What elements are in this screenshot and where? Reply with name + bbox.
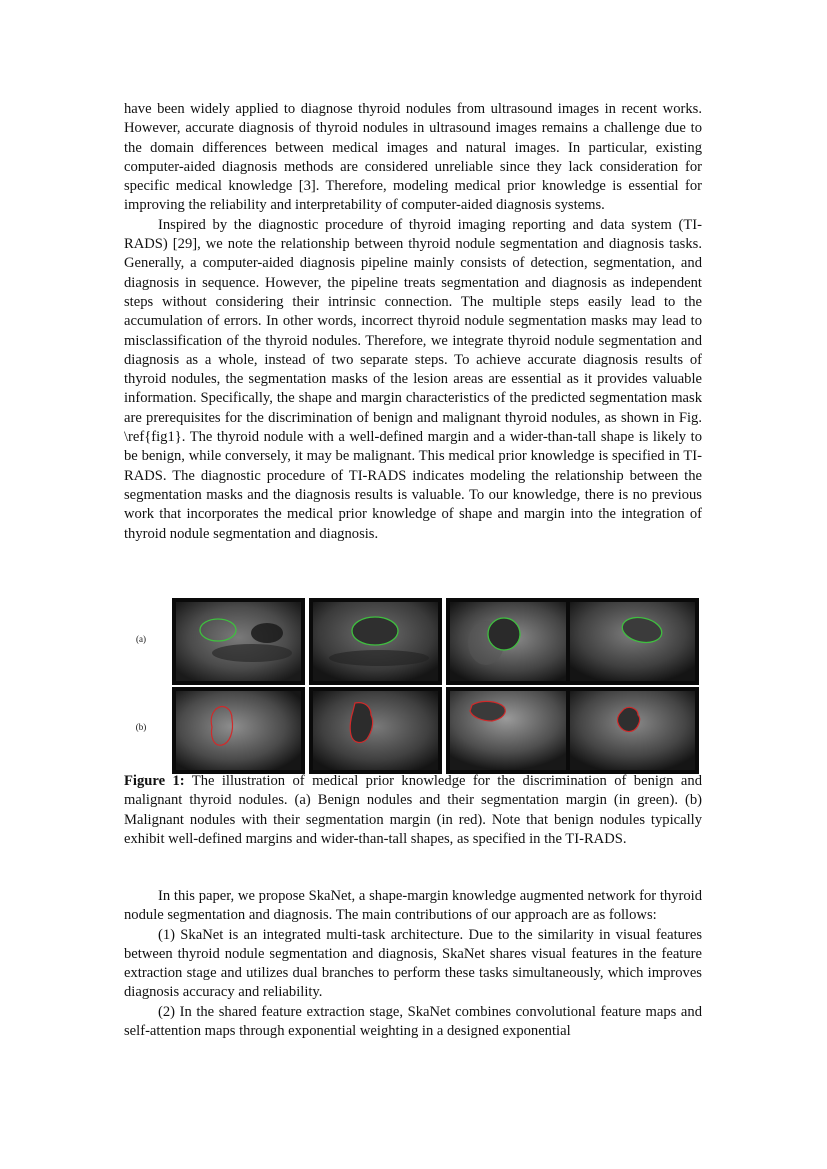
intro-continued bbox=[124, 100, 702, 544]
caption-text: The illustration of medical prior knowledge for the discrimination of benign and malignant thyroid nodules. (a) Benign nodules and their segmentation margin (in green). (b) Malignant nodules with their segmentation margin (in red). Note that benign nodules typically exhibit well-defined margins and wider-than-tall shapes, as specified in the TI-RADS. bbox=[124, 773, 702, 847]
benign-ultrasound-1 bbox=[172, 598, 305, 685]
caption-label: Figure 1: bbox=[124, 773, 185, 789]
paragraph-1: have been widely applied to diagnose thyroid nodules from ultrasound images in recent works. However, accurate diagnosis of thyroid nodules in ultrasound images remains a challenge due to the domain differences between medical images and natural images. In particular, existing computer-aided diagnosis methods are considered unreliable since they lack consideration for specific medical knowledge [3]. Therefore, modeling medical prior knowledge is essential for improving the reliability and interpretability of computer-aided diagnosis systems. bbox=[124, 101, 702, 214]
malignant-ultrasound-3 bbox=[446, 687, 579, 774]
benign-ultrasound-2 bbox=[309, 598, 442, 685]
benign-contour bbox=[352, 617, 398, 645]
malignant-ultrasound-2 bbox=[309, 687, 442, 774]
malignant-ultrasound-4 bbox=[566, 687, 699, 774]
paragraph-3: In this paper, we propose SkaNet, a shape-margin knowledge augmented network for thyroid nodule segmentation and diagnosis. The main contributions of our approach are as follows: bbox=[124, 888, 702, 924]
contributions-section bbox=[124, 887, 702, 1041]
figure-1 bbox=[136, 596, 699, 774]
row-a-label: (a) bbox=[136, 634, 146, 644]
paragraph-2: Inspired by the diagnostic procedure of thyroid imaging reporting and data system (TI-RADS) [29], we note the relationship between thyroid nodule segmentation and diagnosis tasks. Generally, a computer-aided diagnosis pipeline mainly consists of detection, segmentation, and diagnosis in sequence. However, the pipeline treats segmentation and diagnosis as independent steps without considering their intrinsic connection. The multiple steps easily lead to the accumulation of errors. In other words, incorrect thyroid nodule segmentation masks may lead to misclassification of the thyroid nodules. Therefore, we integrate thyroid nodule segmentation and diagnosis as a whole, instead of two separate steps. To achieve accurate diagnosis results of thyroid nodules, the segmentation masks of the lesion areas are essential as it provides valuable information. Specifically, the shape and margin characteristics of the predicted segmentation mask are prerequisites for the discrimination of benign and malignant thyroid nodules, as shown in Fig. \ref{fig1}. The thyroid nodule with a well-defined margin and a wider-than-tall shape is likely to be benign, while conversely, it may be malignant. This medical prior knowledge is specified in TI-RADS. The diagnostic procedure of TI-RADS indicates modeling the relationship between the segmentation masks and the diagnosis results is valuable. To our knowledge, there is no previous work that incorporates the medical prior knowledge of shape and margin into the integration of thyroid nodule segmentation and diagnosis. bbox=[124, 216, 702, 542]
malignant-ultrasound-1 bbox=[172, 687, 305, 774]
paragraph-4: (1) SkaNet is an integrated multi-task architecture. Due to the similarity in visual features between thyroid nodule segmentation and diagnosis, SkaNet shares visual features in the feature extraction stage and utilizes dual branches to perform these tasks simultaneously, which improves diagnosis accuracy and reliability. bbox=[124, 926, 702, 1001]
paragraph-5: (2) In the shared feature extraction stage, SkaNet combines convolutional feature maps and self-attention maps through exponential weighting in a designed exponential bbox=[124, 1003, 702, 1040]
benign-ultrasound-4 bbox=[566, 598, 699, 685]
figure-1-caption bbox=[124, 772, 702, 849]
benign-contour bbox=[488, 618, 520, 650]
row-b-label: (b) bbox=[135, 722, 147, 732]
benign-ultrasound-3 bbox=[446, 598, 579, 685]
